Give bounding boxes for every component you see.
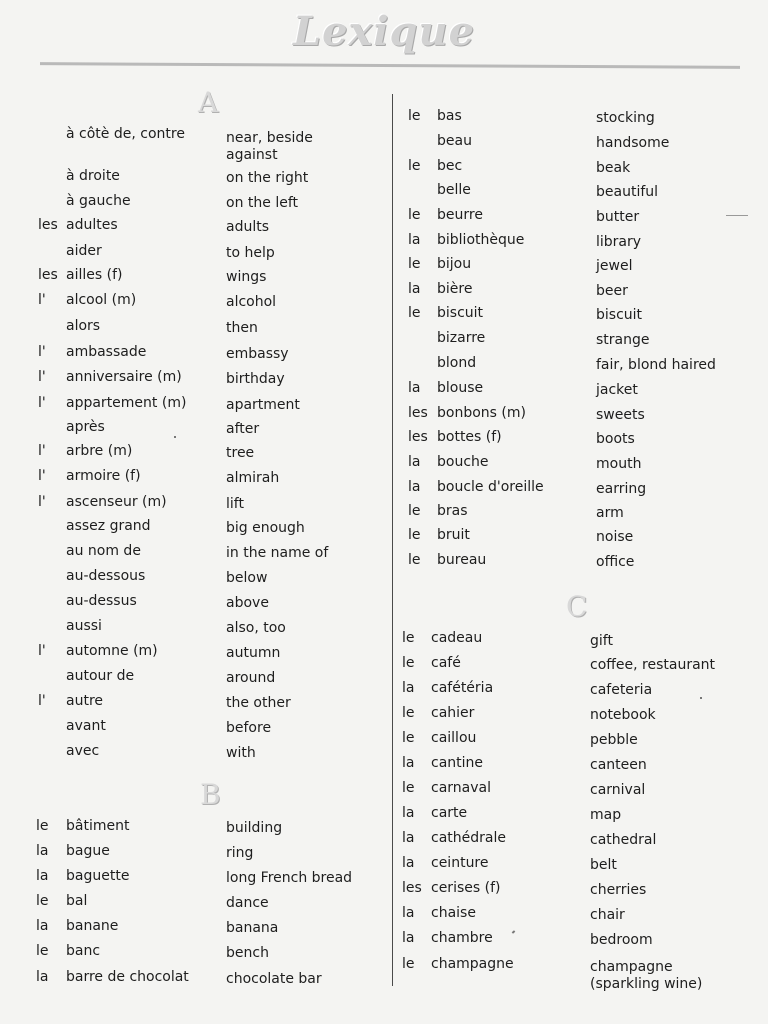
entry-article: le [36,893,49,909]
entry-word: bureau [437,552,487,568]
entry-translation: handsome [596,135,670,151]
entry-article: les [408,429,428,445]
entry-word: ceinture [431,855,489,871]
entry-translation: cathedral [590,832,657,848]
entry-translation: the other [226,695,291,711]
entry-article: la [402,930,415,946]
entry-word: avant [66,718,106,734]
entry-translation: office [596,554,635,570]
entry-translation: adults [226,219,270,235]
entry-translation: around [226,670,276,686]
entry-article: la [408,281,421,297]
entry-translation: big enough [226,520,305,536]
entry-word: caillou [431,730,477,746]
entry-word: bâtiment [66,818,130,834]
entry-translation: chocolate bar [226,971,322,987]
entry-word: cerises (f) [431,880,501,896]
entry-word: après [66,419,105,435]
entry-translation: arm [596,505,624,521]
entry-word: autre [66,693,104,709]
entry-article: le [408,305,421,321]
entry-word: cantine [431,755,484,771]
entry-word: anniversaire (m) [66,369,182,385]
entry-article: le [408,503,421,519]
entry-word: bottes (f) [437,429,502,445]
entry-translation: fair, blond haired [596,357,716,373]
entry-article: les [38,267,58,283]
entry-word: bruit [437,527,470,543]
entry-translation: carnival [590,782,646,798]
entry-article: l' [38,369,46,385]
entry-article: le [408,207,421,223]
entry-word: bière [437,281,473,297]
entry-article: les [38,217,58,233]
entry-word: cathédrale [431,830,506,846]
entry-word: champagne [431,956,514,972]
scan-speck [726,215,748,216]
entry-word: café [431,655,461,671]
section-letter: B [200,778,221,811]
entry-translation: beer [596,283,628,299]
entry-word: adultes [66,217,118,233]
entry-word: à gauche [66,193,131,209]
entry-translation: above [226,595,269,611]
entry-word: bibliothèque [437,232,525,248]
entry-article: le [408,256,421,272]
entry-word: cahier [431,705,475,721]
entry-article: l' [38,395,46,411]
entry-translation: jewel [596,258,633,274]
entry-translation: earring [596,481,647,497]
entry-translation: noise [596,529,634,545]
entry-translation: sweets [596,407,645,423]
entry-translation: beautiful [596,184,659,200]
entry-article: l' [38,443,46,459]
entry-article: la [402,905,415,921]
entry-article: le [408,158,421,174]
entry-translation: after [226,421,260,437]
entry-word: biscuit [437,305,484,321]
entry-translation: cherries [590,882,647,898]
entry-article: le [36,943,49,959]
entry-translation: gift [590,633,613,649]
entry-translation: boots [596,431,635,447]
entry-word: autour de [66,668,135,684]
entry-article: la [408,380,421,396]
entry-word: bec [437,158,463,174]
entry-word: bague [66,843,110,859]
scan-speck [700,697,702,699]
entry-translation: pebble [590,732,638,748]
entry-word: beurre [437,207,483,223]
entry-word: bijou [437,256,472,272]
entry-word: banane [66,918,119,934]
entry-article: la [402,680,415,696]
entry-word: avec [66,743,100,759]
entry-word: banc [66,943,101,959]
entry-word: bonbons (m) [437,405,526,421]
column-divider [392,94,393,986]
entry-translation: below [226,570,268,586]
entry-article: l' [38,643,46,659]
entry-translation: cafeteria [590,682,653,698]
entry-article: l' [38,292,46,308]
entry-translation: autumn [226,645,281,661]
entry-word: baguette [66,868,130,884]
entry-word: chaise [431,905,476,921]
entry-translation: ring [226,845,254,861]
entry-article: l' [38,693,46,709]
entry-word: carte [431,805,468,821]
entry-translation: then [226,320,258,336]
entry-word: automne (m) [66,643,158,659]
entry-translation: long French bread [226,870,353,886]
entry-word: appartement (m) [66,395,187,411]
entry-word: bizarre [437,330,486,346]
entry-article: le [408,108,421,124]
entry-translation: near, beside against [226,130,313,163]
entry-word: bas [437,108,462,124]
section-letter: C [566,590,588,623]
entry-word: boucle d'oreille [437,479,544,495]
entry-translation: notebook [590,707,656,723]
entry-word: beau [437,133,472,149]
entry-word: à côtè de, contre [66,126,185,142]
entry-article: le [408,527,421,543]
entry-article: le [402,655,415,671]
entry-translation: coffee, restaurant [590,657,716,673]
entry-translation: also, too [226,620,286,636]
entry-translation: biscuit [596,307,643,323]
entry-translation: birthday [226,371,285,387]
entry-article: la [402,755,415,771]
entry-word: carnaval [431,780,491,796]
entry-article: la [402,830,415,846]
entry-word: barre de chocolat [66,969,189,985]
entry-translation: in the name of [226,545,329,561]
entry-article: l' [38,344,46,360]
entry-translation: apartment [226,397,300,413]
entry-article: le [402,730,415,746]
entry-translation: map [590,807,622,823]
entry-article: la [402,805,415,821]
entry-word: à droite [66,168,120,184]
entry-word: assez grand [66,518,151,534]
entry-article: le [402,630,415,646]
entry-translation: wings [226,269,267,285]
entry-translation: strange [596,332,650,348]
entry-word: bal [66,893,88,909]
entry-translation: to help [226,245,275,261]
entry-article: le [36,818,49,834]
entry-article: la [36,868,49,884]
entry-article: la [36,969,49,985]
entry-word: au nom de [66,543,141,559]
page-title: Lexique [292,8,476,55]
entry-word: au-dessous [66,568,146,584]
entry-translation: beak [596,160,631,176]
section-letter: A [198,86,219,119]
entry-article: les [402,880,422,896]
entry-translation: banana [226,920,279,936]
entry-word: blouse [437,380,484,396]
entry-translation: stocking [596,110,655,126]
entry-article: la [36,843,49,859]
entry-translation: alcohol [226,294,277,310]
entry-word: chambre [431,930,493,946]
entry-article: l' [38,468,46,484]
entry-word: arbre (m) [66,443,133,459]
entry-word: bras [437,503,468,519]
entry-word: aussi [66,618,102,634]
entry-word: alors [66,318,101,334]
entry-word: cafétéria [431,680,494,696]
entry-word: belle [437,182,471,198]
entry-translation: on the left [226,195,298,211]
entry-translation: lift [226,496,244,512]
entry-translation: champagne (sparkling wine) [590,959,703,992]
entry-translation: on the right [226,170,309,186]
entry-translation: bench [226,945,269,961]
entry-word: bouche [437,454,489,470]
entry-word: blond [437,355,477,371]
entry-translation: library [596,234,642,250]
entry-word: ascenseur (m) [66,494,167,510]
scan-speck [174,436,176,438]
scan-speck [512,930,516,933]
entry-article: le [402,705,415,721]
entry-article: la [402,855,415,871]
entry-word: alcool (m) [66,292,137,308]
entry-translation: dance [226,895,269,911]
entry-translation: embassy [226,346,289,362]
entry-word: aider [66,243,102,259]
entry-article: le [408,552,421,568]
entry-word: armoire (f) [66,468,141,484]
entry-translation: almirah [226,470,280,486]
entry-translation: jacket [596,382,638,398]
title-rule [40,62,740,69]
entry-article: les [408,405,428,421]
entry-translation: belt [590,857,617,873]
entry-article: la [36,918,49,934]
entry-translation: with [226,745,256,761]
entry-translation: bedroom [590,932,653,948]
entry-article: l' [38,494,46,510]
entry-translation: tree [226,445,255,461]
entry-word: au-dessus [66,593,137,609]
entry-word: cadeau [431,630,483,646]
entry-article: la [408,454,421,470]
entry-translation: mouth [596,456,642,472]
entry-article: la [408,232,421,248]
entry-translation: building [226,820,283,836]
entry-translation: before [226,720,272,736]
entry-translation: butter [596,209,640,225]
entry-translation: chair [590,907,625,923]
entry-translation: canteen [590,757,647,773]
entry-article: le [402,956,415,972]
entry-word: ailles (f) [66,267,123,283]
entry-article: le [402,780,415,796]
entry-word: ambassade [66,344,147,360]
entry-article: la [408,479,421,495]
